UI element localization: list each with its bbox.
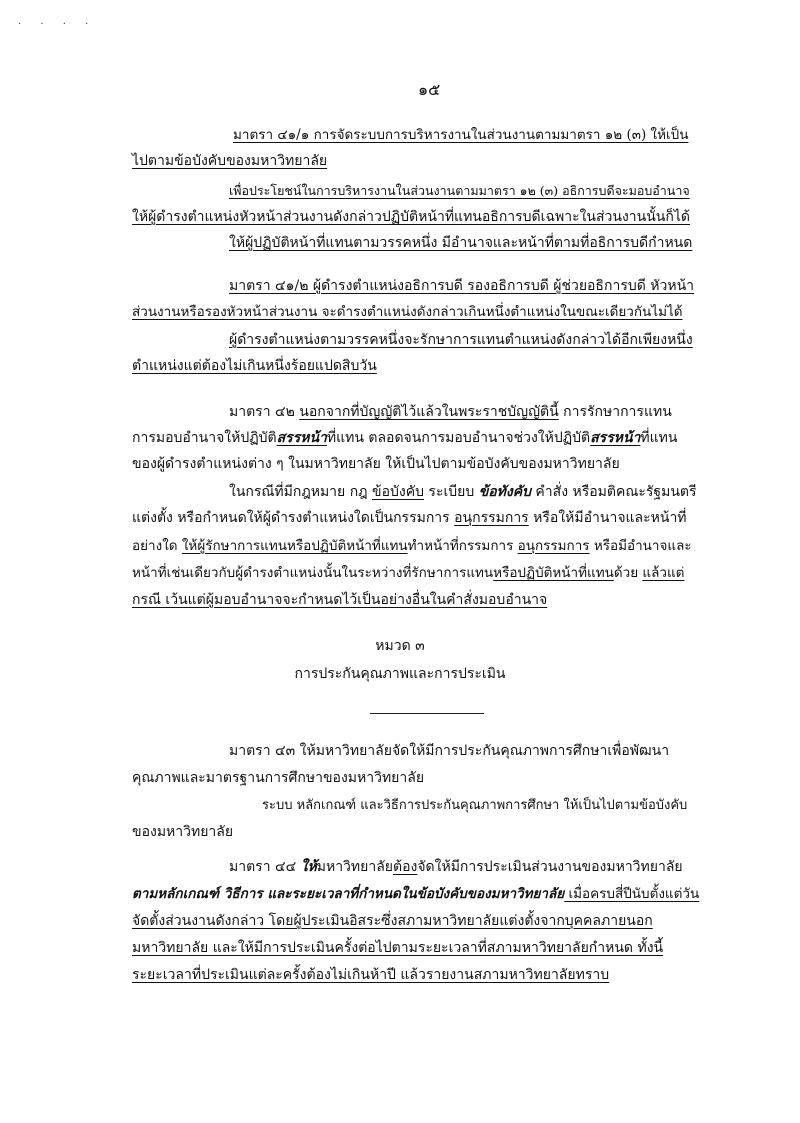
plain-text: หน้าที่เช่นเดียวกับผู้ดำรงตำแหน่งนั้นในระหว่างที่รักษาการแทน — [132, 565, 494, 581]
section-41-2-line-1: มาตรา ๔๑/๒ ผู้ดำรงตำแหน่งอธิการบดี รองอธิการบดี ผู้ช่วยอธิการบดี หัวหน้า — [229, 278, 695, 294]
section-42-line-2 — [132, 428, 677, 448]
section-44-line-4: มหาวิทยาลัย และให้มีการประเมินครั้งต่อไปตามระยะเวลาที่สภามหาวิทยาลัยกำหนด ทั้งนี้ — [132, 940, 664, 956]
plain-text: ระเบียบ — [423, 484, 479, 500]
underlined-text: ต้อง — [393, 859, 418, 875]
section-44-heading: มาตรา ๔๔ — [229, 859, 301, 875]
struck-text: ให้ — [300, 859, 317, 875]
section-41-1-line-5: ให้ผู้ปฏิบัติหน้าที่แทนตามวรรคหนึ่ง มีอำนาจและหน้าที่ตามที่อธิการบดีกำหนด — [229, 235, 693, 251]
section-41-2-line-4: ตำแหน่งแต่ต้องไม่เกินหนึ่งร้อยแปดสิบวัน — [132, 358, 377, 374]
section-42-heading: มาตรา ๔๒ — [229, 404, 300, 420]
section-43-line-3: ระบบ หลักเกณฑ์ และวิธีการประกันคุณภาพการศึกษา ให้เป็นไปตามข้อบังคับ — [262, 798, 688, 813]
plain-text: จัดให้มีการประเมินส่วนงานของมหาวิทยาลัย — [417, 859, 683, 875]
chapter-divider — [370, 713, 484, 714]
plain-text: แต่งตั้ง หรือกำหนดให้ผู้ดำรงตำแหน่งใดเป็นกรรมการ — [132, 510, 455, 526]
underlined-text: นอกจากที่บัญญัติไว้แล้วในพระราชบัญญัตินี้ — [299, 404, 559, 420]
plain-text: ที่แทน — [640, 430, 678, 446]
plain-text: คำสั่ง หรือมติคณะรัฐมนตรี — [530, 484, 697, 500]
section-44-line-3: จัดตั้งส่วนงานดังกล่าว โดยผู้ประเมินอิสระซึ่งสภามหาวิทยาลัยแต่งตั้งจากบุคคลภายนอก — [132, 913, 653, 929]
section-44-line-2 — [132, 884, 699, 904]
plain-text: มหาวิทยาลัย — [316, 859, 393, 875]
plain-text: การมอบอำนาจให้ปฏิบัติ — [132, 430, 277, 446]
struck-text: ตามหลักเกณฑ์ วิธีการ และระยะเวลาที่กำหนดในข้อบังคับของมหาวิทยาลัย — [132, 886, 565, 902]
plain-text: หรือให้มีอำนาจและหน้าที่ — [528, 510, 687, 526]
underlined-text: แล้วแต่ — [642, 565, 685, 581]
section-41-2-line-3: ผู้ดำรงตำแหน่งตามวรรคหนึ่งจะรักษาการแทนตำแหน่งดังกล่าวได้อีกเพียงหนึ่ง — [229, 332, 693, 348]
section-44-line-1 — [229, 857, 683, 877]
section-43-line-4: ของมหาวิทยาลัย — [132, 824, 234, 840]
chapter-title: การประกันคุณภาพและการประเมิน — [294, 666, 506, 682]
section-41-2-line-2: ส่วนงานหรือรองหัวหน้าส่วนงาน จะดำรงตำแหน่งดังกล่าวเกินหนึ่งตำแหน่งในขณะเดียวกันไม่ได้ — [132, 304, 683, 320]
section-42-line-8: กรณี เว้นแต่ผู้มอบอำนาจจะกำหนดไว้เป็นอย่างอื่นในคำสั่งมอบอำนาจ — [132, 592, 548, 608]
section-42-line-1 — [229, 402, 672, 422]
underlined-text: หรือปฏิบัติหน้าที่แทน — [493, 565, 614, 581]
section-41-1-line-2: ไปตามข้อบังคับของมหาวิทยาลัย — [132, 153, 328, 169]
underlined-text: เมื่อครบสี่ปีนับตั้งแต่วัน — [564, 886, 700, 902]
section-43-line-1: มาตรา ๔๓ ให้มหาวิทยาลัยจัดให้มีการประกันคุณภาพการศึกษาเพื่อพัฒนา — [229, 743, 670, 759]
struck-text: สรรหน้า — [590, 430, 641, 446]
section-41-1-line-1: มาตรา ๔๑/๑ การจัดระบบการบริหารงานในส่วนงานตามมาตรา ๑๒ (๓) ให้เป็น — [233, 127, 689, 143]
section-42-line-5 — [132, 508, 687, 528]
section-43-line-2: คุณภาพและมาตรฐานการศึกษาของมหาวิทยาลัย — [132, 770, 425, 786]
plain-text: หรือมีอำนาจและ — [589, 538, 692, 554]
page-number: ๑๕ — [418, 80, 441, 99]
underlined-text: อนุกรรมการ — [517, 538, 590, 554]
underlined-text: ข้อบังคับ — [372, 484, 424, 500]
section-41-1-line-3: เพื่อประโยชน์ในการบริหารงานในส่วนงานตามมาตรา ๑๒ (๓) อธิการบดีจะมอบอำนาจ — [229, 183, 690, 198]
section-42-line-4 — [229, 482, 697, 502]
section-41-1-line-4: ให้ผู้ดำรงตำแหน่งหัวหน้าส่วนงานดังกล่าวปฏิบัติหน้าที่แทนอธิการบดีเฉพาะในส่วนงานนั้นก็ได้ — [132, 209, 690, 225]
chapter-number: หมวด ๓ — [375, 638, 425, 654]
section-42-line-6 — [132, 536, 692, 556]
section-42-line-7 — [132, 563, 684, 583]
plain-text: การรักษาการแทน — [558, 404, 672, 420]
section-44-line-5: ระยะเวลาที่ประเมินแต่ละครั้งต้องไม่เกินห้าปี แล้วรายงานสภามหาวิทยาลัยทราบ — [132, 967, 610, 983]
plain-text: อย่างใด — [132, 538, 182, 554]
struck-text: ข้อทังคับ — [478, 484, 531, 500]
scan-specks: . . . . — [18, 16, 97, 27]
plain-text: ทำหน้าที่กรรมการ — [407, 538, 518, 554]
section-42-line-3: ของผู้ดำรงตำแหน่งต่าง ๆ ในมหาวิทยาลัย ให้เป็นไปตามข้อบังคับของมหาวิทยาลัย — [132, 456, 620, 472]
struck-text: สรรหน้า — [276, 430, 327, 446]
plain-text: ด้วย — [613, 565, 643, 581]
plain-text: ในกรณีที่มีกฎหมาย กฎ — [229, 484, 373, 500]
plain-text: ที่แทน ตลอดจนการมอบอำนาจช่วงให้ปฏิบัติ — [326, 430, 591, 446]
underlined-text: อนุกรรมการ — [454, 510, 529, 526]
underlined-text: ให้ผู้รักษาการแทนหรือปฏิบัติหน้าที่แทน — [181, 538, 408, 554]
